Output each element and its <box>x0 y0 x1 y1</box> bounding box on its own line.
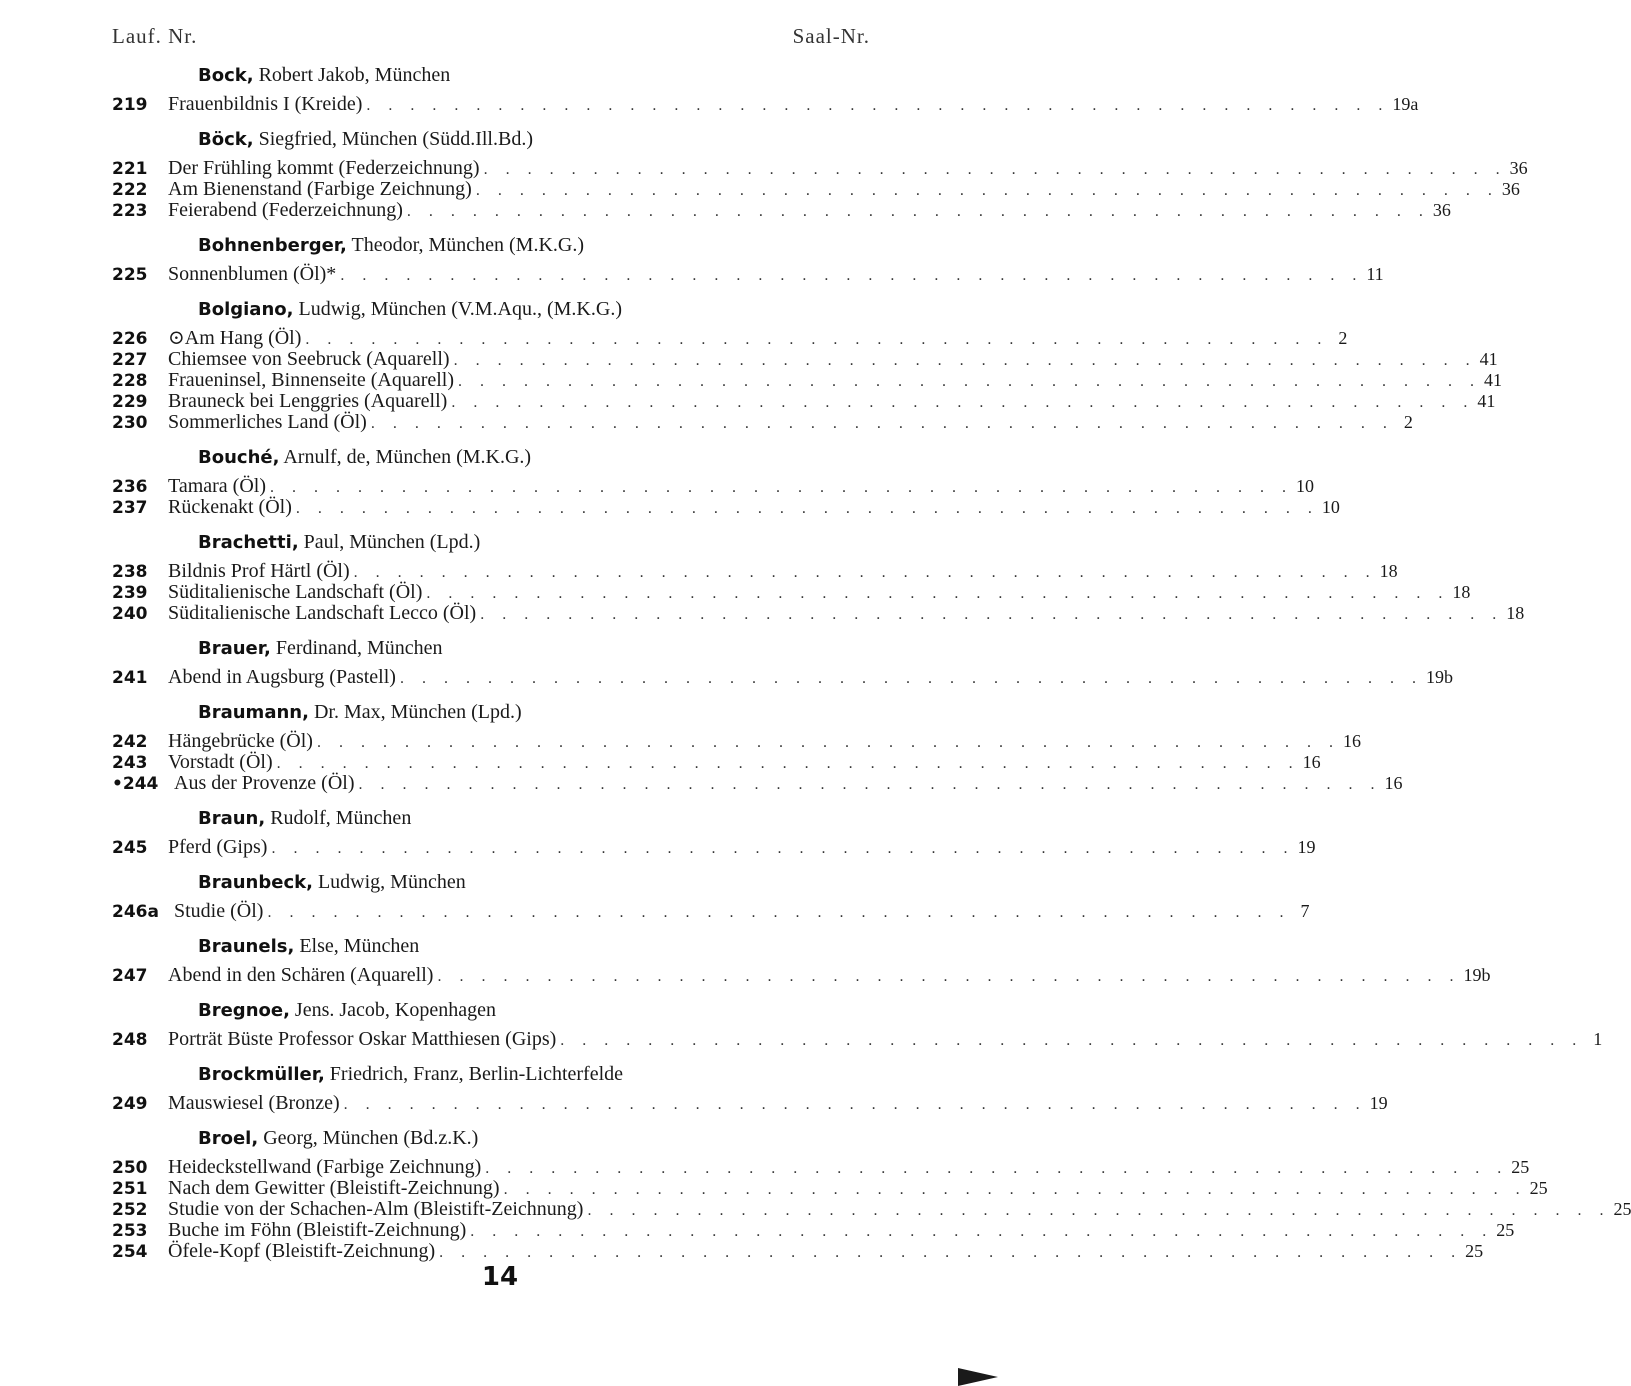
room-number: 18 <box>1506 603 1525 623</box>
artist-details: Georg, München (Bd.z.K.) <box>258 1127 479 1149</box>
room-number: 18 <box>1379 561 1398 581</box>
running-number: 237 <box>112 498 148 518</box>
dot-leader: . . . . . . . . . . . . . . . . . . . . . . . . . . . . . . . . . . . . . . . . . . . . . . . <box>370 415 1394 432</box>
running-number: 225 <box>112 265 148 285</box>
running-number: 242 <box>112 732 148 752</box>
dot-leader: . . . . . . . . . . . . . . . . . . . . . . . . . . . . . . . . . . . . . . . . . . . . . . . <box>458 373 1482 390</box>
catalog-entry <box>112 390 1496 412</box>
dot-leader: . . . . . . . . . . . . . . . . . . . . . . . . . . . . . . . . . . . . . . . . . . . . . . . <box>399 670 1423 687</box>
work-title: Hängebrücke (Öl) <box>168 730 313 752</box>
room-number: 19a <box>1392 94 1419 114</box>
running-number: 221 <box>112 159 148 179</box>
room-number: 41 <box>1477 391 1496 411</box>
dot-leader: . . . . . . . . . . . . . . . . . . . . . . . . . . . . . . . . . . . . . . . . . . . . . . . <box>267 904 1291 921</box>
artist-heading <box>198 805 876 831</box>
catalog-entry <box>112 1156 1530 1178</box>
running-number: 245 <box>112 838 148 858</box>
dot-leader: . . . . . . . . . . . . . . . . . . . . . . . . . . . . . . . . . . . . . . . . . . . . . . . <box>475 182 1499 199</box>
running-number: 226 <box>112 329 148 349</box>
work-title: Süditalienische Landschaft Lecco (Öl) <box>168 602 477 624</box>
running-number: 243 <box>112 753 148 773</box>
room-number: 25 <box>1613 1199 1631 1219</box>
catalog-entry <box>112 475 1314 497</box>
room-number: 10 <box>1296 476 1314 496</box>
room-number: 19 <box>1297 837 1316 857</box>
dot-leader: . . . . . . . . . . . . . . . . . . . . . . . . . . . . . . . . . . . . . . . . . . . . . . . <box>453 352 1477 369</box>
running-number: 219 <box>112 95 148 115</box>
work-title: Heideckstellwand (Farbige Zeichnung) <box>168 1156 482 1178</box>
catalog-entry <box>112 348 1498 370</box>
catalog-entry <box>112 178 1520 200</box>
running-number: 250 <box>112 1158 148 1178</box>
artist-heading <box>198 62 876 88</box>
work-title: Chiemsee von Seebruck (Aquarell) <box>168 348 450 370</box>
room-number: 16 <box>1384 773 1403 793</box>
dot-leader: . . . . . . . . . . . . . . . . . . . . . . . . . . . . . . . . . . . . . . . . . . . . . . . <box>276 755 1300 772</box>
artist-surname: Braun, <box>198 808 266 829</box>
catalog-entry <box>112 1092 1388 1114</box>
room-number: 36 <box>1509 158 1528 178</box>
room-number: 19 <box>1369 1093 1388 1113</box>
artist-surname: Bolgiano, <box>198 299 294 320</box>
running-number: 222 <box>112 180 148 200</box>
work-title: Abend in den Schären (Aquarell) <box>168 964 434 986</box>
work-title: Am Bienenstand (Farbige Zeichnung) <box>168 178 472 200</box>
work-title: Pferd (Gips) <box>168 836 268 858</box>
room-number: 25 <box>1529 1178 1548 1198</box>
catalog-entry <box>112 1177 1548 1199</box>
running-number: 236 <box>112 477 148 497</box>
catalog-entry <box>112 263 1384 285</box>
artist-details: Ferdinand, München <box>270 637 443 659</box>
running-number: 223 <box>112 201 148 221</box>
artist-surname: Brauer, <box>198 638 271 659</box>
catalog-entry <box>112 602 1525 624</box>
artist-surname: Bohnenberger, <box>198 235 347 256</box>
catalog-entry <box>112 581 1471 603</box>
work-title: Studie von der Schachen-Alm (Bleistift-Zeichnung) <box>168 1198 584 1220</box>
dot-leader: . . . . . . . . . . . . . . . . . . . . . . . . . . . . . . . . . . . . . . . . . . . . . . . <box>503 1181 1527 1198</box>
artist-surname: Broel, <box>198 1128 259 1149</box>
running-number: 251 <box>112 1179 148 1199</box>
catalog-entry <box>112 751 1321 773</box>
dot-leader: . . . . . . . . . . . . . . . . . . . . . . . . . . . . . . . . . . . . . . . . . . . . . . . <box>587 1202 1611 1219</box>
artist-details: Robert Jakob, München <box>253 64 451 86</box>
artist-heading <box>198 1061 876 1087</box>
catalog-entry <box>112 560 1398 582</box>
dot-leader: . . . . . . . . . . . . . . . . . . . . . . . . . . . . . . . . . . . . . . . . . . . . . . . <box>470 1223 1494 1240</box>
work-title: Aus der Provenze (Öl) <box>174 772 355 794</box>
room-number: 19b <box>1425 667 1453 687</box>
artist-heading <box>198 933 876 959</box>
work-title: Süditalienische Landschaft (Öl) <box>168 581 423 603</box>
work-title: Frauenbildnis I (Kreide) <box>168 93 363 115</box>
catalog-entry <box>112 496 1340 518</box>
dot-leader: . . . . . . . . . . . . . . . . . . . . . . . . . . . . . . . . . . . . . . . . . . . . . . . <box>358 776 1382 793</box>
running-number: 241 <box>112 668 148 688</box>
room-number: 19b <box>1463 965 1491 985</box>
room-number: 25 <box>1511 1157 1530 1177</box>
dot-leader: . . . . . . . . . . . . . . . . . . . . . . . . . . . . . . . . . . . . . . . . . . . . . . . <box>451 394 1475 411</box>
artist-details: Jens. Jacob, Kopenhagen <box>289 999 496 1021</box>
work-title: Brauneck bei Lenggries (Aquarell) <box>168 390 448 412</box>
room-number: 10 <box>1321 497 1340 517</box>
artist-details: Friedrich, Franz, Berlin-Lichterfelde <box>324 1063 624 1085</box>
work-title: Vorstadt (Öl) <box>168 751 273 773</box>
room-number: 1 <box>1593 1029 1603 1049</box>
work-title: Rückenakt (Öl) <box>168 496 292 518</box>
work-title: Mauswiesel (Bronze) <box>168 1092 340 1114</box>
artist-surname: Böck, <box>198 129 254 150</box>
running-number: 248 <box>112 1030 148 1050</box>
artist-surname: Brockmüller, <box>198 1064 325 1085</box>
page-turn-arrow-icon <box>958 1368 998 1386</box>
running-number: 238 <box>112 562 148 582</box>
artist-surname: Bregnoe, <box>198 1000 290 1021</box>
work-title: Abend in Augsburg (Pastell) <box>168 666 396 688</box>
room-number: 36 <box>1501 179 1520 199</box>
dot-leader: . . . . . . . . . . . . . . . . . . . . . . . . . . . . . . . . . . . . . . . . . . . . . . . <box>340 267 1364 284</box>
artist-heading <box>198 126 876 152</box>
running-number: 229 <box>112 392 148 412</box>
work-title: Der Frühling kommt (Federzeichnung) <box>168 157 480 179</box>
dot-leader: . . . . . . . . . . . . . . . . . . . . . . . . . . . . . . . . . . . . . . . . . . . . . . . <box>316 734 1340 751</box>
work-title: Tamara (Öl) <box>168 475 266 497</box>
room-number: 2 <box>1403 412 1413 432</box>
running-number: 254 <box>112 1242 148 1262</box>
artist-details: Paul, München (Lpd.) <box>298 531 481 553</box>
work-title: Sommerliches Land (Öl) <box>168 411 367 433</box>
work-title: Bildnis Prof Härtl (Öl) <box>168 560 350 582</box>
artist-heading <box>198 635 876 661</box>
artist-details: Theodor, München (M.K.G.) <box>346 234 584 256</box>
catalog-entry <box>112 369 1503 391</box>
running-number: 252 <box>112 1200 148 1220</box>
artist-details: Siegfried, München (Südd.Ill.Bd.) <box>253 128 533 150</box>
catalog-entry <box>112 964 1491 986</box>
work-title: Buche im Föhn (Bleistift-Zeichnung) <box>168 1219 467 1241</box>
dot-leader: . . . . . . . . . . . . . . . . . . . . . . . . . . . . . . . . . . . . . . . . . . . . . . . <box>483 161 1507 178</box>
running-number: 247 <box>112 966 148 986</box>
dot-leader: . . . . . . . . . . . . . . . . . . . . . . . . . . . . . . . . . . . . . . . . . . . . . . . <box>343 1096 1367 1113</box>
dot-leader: . . . . . . . . . . . . . . . . . . . . . . . . . . . . . . . . . . . . . . . . . . . . . . . <box>480 606 1504 623</box>
artist-heading <box>198 296 876 322</box>
room-number: 16 <box>1302 752 1321 772</box>
room-number: 41 <box>1479 349 1498 369</box>
artist-heading <box>198 529 876 555</box>
room-number: 11 <box>1366 264 1384 284</box>
dot-leader: . . . . . . . . . . . . . . . . . . . . . . . . . . . . . . . . . . . . . . . . . . . . . . . <box>406 203 1430 220</box>
running-number: 253 <box>112 1221 148 1241</box>
catalog-entries <box>112 62 1631 1262</box>
room-number: 41 <box>1484 370 1503 390</box>
dot-leader: . . . . . . . . . . . . . . . . . . . . . . . . . . . . . . . . . . . . . . . . . . . . . . . <box>353 564 1377 581</box>
catalog-entry <box>112 1219 1515 1241</box>
artist-surname: Bock, <box>198 65 254 86</box>
column-header-room-number: Saal-Nr. <box>792 24 870 48</box>
work-title: Öfele-Kopf (Bleistift-Zeichnung) <box>168 1240 436 1262</box>
dot-leader: . . . . . . . . . . . . . . . . . . . . . . . . . . . . . . . . . . . . . . . . . . . . . . . <box>437 968 1461 985</box>
room-number: 36 <box>1432 200 1451 220</box>
work-title: Nach dem Gewitter (Bleistift-Zeichnung) <box>168 1177 500 1199</box>
catalog-entry <box>112 199 1451 221</box>
artist-surname: Braunbeck, <box>198 872 313 893</box>
artist-surname: Braumann, <box>198 702 309 723</box>
artist-heading <box>198 869 876 895</box>
artist-surname: Brachetti, <box>198 532 299 553</box>
artist-details: Else, München <box>294 935 420 957</box>
running-number: 239 <box>112 583 148 603</box>
dot-leader: . . . . . . . . . . . . . . . . . . . . . . . . . . . . . . . . . . . . . . . . . . . . . . . <box>560 1032 1584 1049</box>
artist-heading <box>198 997 876 1023</box>
catalog-entry <box>112 900 1310 922</box>
running-number: 249 <box>112 1094 148 1114</box>
catalog-entry <box>112 157 1528 179</box>
page-number: 14 <box>481 1262 519 1292</box>
artist-heading <box>198 699 876 725</box>
catalog-entry <box>112 1198 1631 1220</box>
room-number: 7 <box>1300 901 1310 921</box>
dot-leader: . . . . . . . . . . . . . . . . . . . . . . . . . . . . . . . . . . . . . . . . . . . . . . . <box>439 1244 1463 1261</box>
room-number: 25 <box>1465 1241 1484 1261</box>
dot-leader: . . . . . . . . . . . . . . . . . . . . . . . . . . . . . . . . . . . . . . . . . . . . . . . <box>270 479 1293 496</box>
dot-leader: . . . . . . . . . . . . . . . . . . . . . . . . . . . . . . . . . . . . . . . . . . . . . . . <box>271 840 1295 857</box>
work-title: Porträt Büste Professor Oskar Matthiesen (Gips) <box>168 1028 557 1050</box>
catalog-entry <box>112 772 1403 794</box>
running-number: 240 <box>112 604 148 624</box>
catalog-entry <box>112 666 1453 688</box>
artist-details: Ludwig, München <box>312 871 466 893</box>
catalog-entry <box>112 93 1419 115</box>
work-title: Fraueninsel, Binnenseite (Aquarell) <box>168 369 455 391</box>
artist-heading <box>198 232 876 258</box>
dot-leader: . . . . . . . . . . . . . . . . . . . . . . . . . . . . . . . . . . . . . . . . . . . . . . . <box>366 97 1390 114</box>
artist-heading <box>198 1125 876 1151</box>
room-number: 25 <box>1496 1220 1515 1240</box>
artist-details: Arnulf, de, München (M.K.G.) <box>279 446 532 468</box>
artist-details: Rudolf, München <box>265 807 412 829</box>
running-number: 228 <box>112 371 148 391</box>
artist-surname: Braunels, <box>198 936 295 957</box>
running-number: •244 <box>112 774 159 794</box>
artist-details: Dr. Max, München (Lpd.) <box>308 701 522 723</box>
room-number: 18 <box>1452 582 1471 602</box>
running-number: 246a <box>112 902 159 922</box>
running-number: 230 <box>112 413 148 433</box>
catalog-entry <box>112 411 1413 433</box>
work-title: Studie (Öl) <box>174 900 264 922</box>
dot-leader: . . . . . . . . . . . . . . . . . . . . . . . . . . . . . . . . . . . . . . . . . . . . . . . <box>485 1160 1509 1177</box>
artist-heading <box>198 444 876 470</box>
work-title: ⊙Am Hang (Öl) <box>168 327 302 349</box>
catalog-entry <box>112 327 1348 349</box>
dot-leader: . . . . . . . . . . . . . . . . . . . . . . . . . . . . . . . . . . . . . . . . . . . . . . . <box>305 331 1329 348</box>
column-header-running-number: Lauf. Nr. <box>112 24 198 48</box>
running-number: 227 <box>112 350 148 370</box>
catalog-entry <box>112 1240 1484 1262</box>
room-number: 2 <box>1338 328 1348 348</box>
artist-details: Ludwig, München (V.M.Aqu., (M.K.G.) <box>293 298 622 320</box>
room-number: 16 <box>1342 731 1361 751</box>
catalog-entry <box>112 1028 1603 1050</box>
catalog-entry <box>112 836 1316 858</box>
catalog-entry <box>112 730 1361 752</box>
work-title: Sonnenblumen (Öl)* <box>168 263 337 285</box>
dot-leader: . . . . . . . . . . . . . . . . . . . . . . . . . . . . . . . . . . . . . . . . . . . . . . . <box>295 500 1319 517</box>
work-title: Feierabend (Federzeichnung) <box>168 199 403 221</box>
artist-surname: Bouché, <box>198 447 280 468</box>
dot-leader: . . . . . . . . . . . . . . . . . . . . . . . . . . . . . . . . . . . . . . . . . . . . . . . <box>426 585 1450 602</box>
